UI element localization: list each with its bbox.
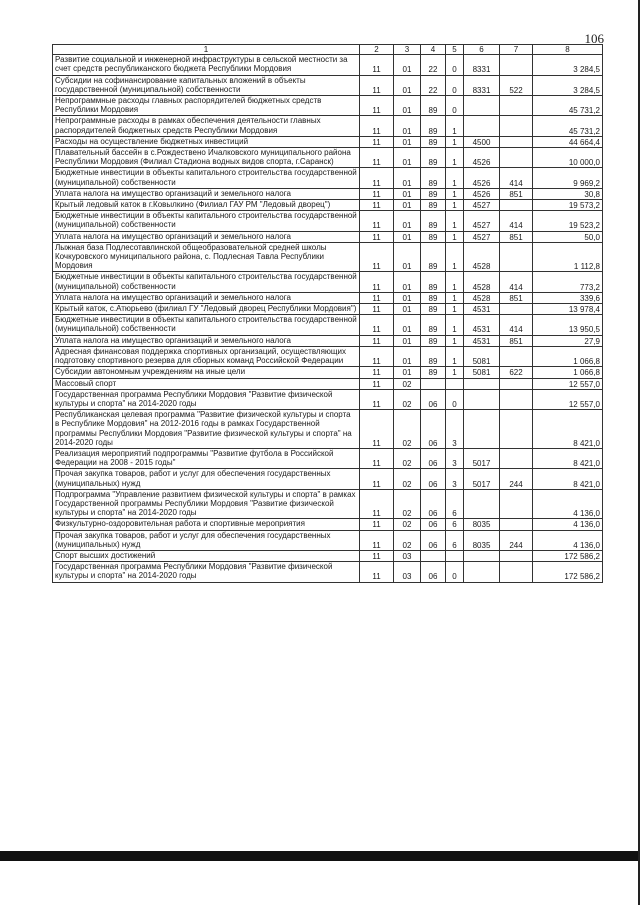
table-row bbox=[53, 410, 603, 449]
table-row bbox=[53, 469, 603, 489]
header-cell: 8 bbox=[533, 45, 603, 55]
section-code-cell: 11 bbox=[360, 242, 394, 272]
program-code-cell: 89 bbox=[421, 346, 446, 366]
program-code-cell: 06 bbox=[421, 448, 446, 468]
subsection-code-cell: 01 bbox=[394, 335, 421, 346]
row-name-cell: Непрограммные расходы главных распорядителей бюджетных средств Республики Мордовия bbox=[53, 96, 360, 116]
direction-code-cell: 5017 bbox=[464, 469, 500, 489]
table-row bbox=[53, 448, 603, 468]
program-code-cell: 89 bbox=[421, 367, 446, 378]
direction-code-cell: 8035 bbox=[464, 530, 500, 550]
row-name-cell: Государственная программа Республики Мордовия "Развитие физической культуры и спорта" на 2014-2020 годы bbox=[53, 389, 360, 409]
program-code-cell: 89 bbox=[421, 335, 446, 346]
expense-type-code-cell: 622 bbox=[500, 367, 533, 378]
direction-code-cell: 4531 bbox=[464, 315, 500, 335]
subprogram-code-cell: 1 bbox=[446, 304, 464, 315]
amount-cell: 50,0 bbox=[533, 231, 603, 242]
program-code-cell: 89 bbox=[421, 188, 446, 199]
table-row bbox=[53, 272, 603, 292]
program-code-cell bbox=[421, 378, 446, 389]
subsection-code-cell: 02 bbox=[394, 519, 421, 530]
amount-cell: 13 950,5 bbox=[533, 315, 603, 335]
direction-code-cell: 4528 bbox=[464, 292, 500, 303]
expense-type-code-cell bbox=[500, 116, 533, 136]
section-code-cell: 11 bbox=[360, 389, 394, 409]
program-code-cell: 89 bbox=[421, 304, 446, 315]
table-row bbox=[53, 55, 603, 75]
header-cell: 7 bbox=[500, 45, 533, 55]
direction-code-cell bbox=[464, 116, 500, 136]
table-row bbox=[53, 335, 603, 346]
row-name-cell: Уплата налога на имущество организаций и земельного налога bbox=[53, 335, 360, 346]
expense-type-code-cell: 244 bbox=[500, 469, 533, 489]
table-row bbox=[53, 530, 603, 550]
amount-cell: 8 421,0 bbox=[533, 469, 603, 489]
table-row bbox=[53, 367, 603, 378]
program-code-cell: 06 bbox=[421, 519, 446, 530]
section-code-cell: 11 bbox=[360, 562, 394, 582]
header-cell: 2 bbox=[360, 45, 394, 55]
row-name-cell: Республиканская целевая программа "Развитие физической культуры и спорта в Республике Мордовия" на 2012-2016 годы в рамках Государственной программы Республики Мордовия "Развитие физической культуры и спорта" на 2014-2020 годы bbox=[53, 410, 360, 449]
subsection-code-cell: 01 bbox=[394, 75, 421, 95]
expense-type-code-cell bbox=[500, 96, 533, 116]
table-row bbox=[53, 148, 603, 168]
table-row bbox=[53, 292, 603, 303]
table-row bbox=[53, 562, 603, 582]
section-code-cell: 11 bbox=[360, 168, 394, 188]
section-code-cell: 11 bbox=[360, 315, 394, 335]
table-row bbox=[53, 96, 603, 116]
subsection-code-cell: 01 bbox=[394, 96, 421, 116]
amount-cell: 1 112,8 bbox=[533, 242, 603, 272]
section-code-cell: 11 bbox=[360, 148, 394, 168]
section-code-cell: 11 bbox=[360, 292, 394, 303]
expense-type-code-cell: 244 bbox=[500, 530, 533, 550]
table-row bbox=[53, 304, 603, 315]
row-name-cell: Уплата налога на имущество организаций и земельного налога bbox=[53, 292, 360, 303]
subsection-code-cell: 02 bbox=[394, 469, 421, 489]
row-name-cell: Прочая закупка товаров, работ и услуг для обеспечения государственных (муниципальных) нужд bbox=[53, 469, 360, 489]
section-code-cell: 11 bbox=[360, 200, 394, 211]
direction-code-cell: 5017 bbox=[464, 448, 500, 468]
expense-type-code-cell bbox=[500, 346, 533, 366]
expense-type-code-cell: 522 bbox=[500, 75, 533, 95]
amount-cell: 27,9 bbox=[533, 335, 603, 346]
program-code-cell: 89 bbox=[421, 116, 446, 136]
expense-type-code-cell: 414 bbox=[500, 272, 533, 292]
row-name-cell: Бюджетные инвестиции в объекты капитального строительства государственной (муниципальной) собственности bbox=[53, 272, 360, 292]
table-body bbox=[53, 55, 603, 582]
expense-type-code-cell bbox=[500, 304, 533, 315]
row-name-cell: Адресная финансовая поддержка спортивных организаций, осуществляющих подготовку спортивного резерва для сборных команд Российской Федерации bbox=[53, 346, 360, 366]
program-code-cell: 89 bbox=[421, 231, 446, 242]
direction-code-cell: 8331 bbox=[464, 55, 500, 75]
subsection-code-cell: 01 bbox=[394, 242, 421, 272]
scan-bottom-border bbox=[0, 851, 640, 861]
row-name-cell: Бюджетные инвестиции в объекты капитального строительства государственной (муниципальной) собственности bbox=[53, 211, 360, 231]
section-code-cell: 11 bbox=[360, 367, 394, 378]
section-code-cell: 11 bbox=[360, 550, 394, 561]
direction-code-cell: 4528 bbox=[464, 242, 500, 272]
expense-type-code-cell bbox=[500, 489, 533, 519]
subprogram-code-cell: 1 bbox=[446, 242, 464, 272]
program-code-cell: 89 bbox=[421, 211, 446, 231]
program-code-cell: 06 bbox=[421, 562, 446, 582]
section-code-cell: 11 bbox=[360, 346, 394, 366]
subsection-code-cell: 01 bbox=[394, 346, 421, 366]
row-name-cell: Субсидии на софинансирование капитальных вложений в объекты государственной (муниципальной) собственности bbox=[53, 75, 360, 95]
amount-cell: 172 586,2 bbox=[533, 550, 603, 561]
section-code-cell: 11 bbox=[360, 116, 394, 136]
amount-cell: 13 978,4 bbox=[533, 304, 603, 315]
program-code-cell: 89 bbox=[421, 315, 446, 335]
row-name-cell: Уплата налога на имущество организаций и земельного налога bbox=[53, 188, 360, 199]
subprogram-code-cell: 1 bbox=[446, 211, 464, 231]
header-cell: 6 bbox=[464, 45, 500, 55]
row-name-cell: Государственная программа Республики Мордовия "Развитие физической культуры и спорта" на 2014-2020 годы bbox=[53, 562, 360, 582]
program-code-cell: 89 bbox=[421, 292, 446, 303]
section-code-cell: 11 bbox=[360, 304, 394, 315]
header-cell: 1 bbox=[53, 45, 360, 55]
expense-type-code-cell bbox=[500, 389, 533, 409]
expense-type-code-cell bbox=[500, 550, 533, 561]
subprogram-code-cell: 3 bbox=[446, 410, 464, 449]
row-name-cell: Лыжная база Подлесотавлинской общеобразовательной средней школы Кочкуровского муниципального района, с. Подлесная Тавла Республики Мордовия bbox=[53, 242, 360, 272]
row-name-cell: Непрограммные расходы в рамках обеспечения деятельности главных распорядителей бюджетных средств Республики Мордовия bbox=[53, 116, 360, 136]
section-code-cell: 11 bbox=[360, 211, 394, 231]
subsection-code-cell: 01 bbox=[394, 231, 421, 242]
row-name-cell: Уплата налога на имущество организаций и земельного налога bbox=[53, 231, 360, 242]
row-name-cell: Бюджетные инвестиции в объекты капитального строительства государственной (муниципальной) собственности bbox=[53, 168, 360, 188]
subprogram-code-cell: 6 bbox=[446, 530, 464, 550]
row-name-cell: Крытый ледовый каток в г.Ковылкино (Филиал ГАУ РМ "Ледовый дворец") bbox=[53, 200, 360, 211]
direction-code-cell bbox=[464, 378, 500, 389]
table-row bbox=[53, 116, 603, 136]
table-row bbox=[53, 550, 603, 561]
subsection-code-cell: 01 bbox=[394, 116, 421, 136]
direction-code-cell: 4527 bbox=[464, 231, 500, 242]
program-code-cell: 89 bbox=[421, 168, 446, 188]
direction-code-cell: 5081 bbox=[464, 346, 500, 366]
section-code-cell: 11 bbox=[360, 530, 394, 550]
program-code-cell: 06 bbox=[421, 410, 446, 449]
direction-code-cell bbox=[464, 410, 500, 449]
expense-type-code-cell: 414 bbox=[500, 168, 533, 188]
subsection-code-cell: 02 bbox=[394, 378, 421, 389]
direction-code-cell bbox=[464, 96, 500, 116]
table-row bbox=[53, 519, 603, 530]
subprogram-code-cell: 1 bbox=[446, 315, 464, 335]
section-code-cell: 11 bbox=[360, 489, 394, 519]
table-row bbox=[53, 489, 603, 519]
direction-code-cell: 4526 bbox=[464, 168, 500, 188]
program-code-cell: 06 bbox=[421, 389, 446, 409]
amount-cell: 4 136,0 bbox=[533, 530, 603, 550]
direction-code-cell: 5081 bbox=[464, 367, 500, 378]
subprogram-code-cell: 3 bbox=[446, 448, 464, 468]
table-row bbox=[53, 75, 603, 95]
direction-code-cell: 4527 bbox=[464, 200, 500, 211]
row-name-cell: Спорт высших достижений bbox=[53, 550, 360, 561]
direction-code-cell bbox=[464, 550, 500, 561]
subsection-code-cell: 01 bbox=[394, 292, 421, 303]
expense-type-code-cell: 414 bbox=[500, 211, 533, 231]
table-row bbox=[53, 168, 603, 188]
subprogram-code-cell: 0 bbox=[446, 75, 464, 95]
expense-type-code-cell bbox=[500, 148, 533, 168]
subprogram-code-cell: 1 bbox=[446, 292, 464, 303]
subprogram-code-cell: 1 bbox=[446, 200, 464, 211]
amount-cell: 3 284,5 bbox=[533, 75, 603, 95]
subsection-code-cell: 03 bbox=[394, 562, 421, 582]
direction-code-cell: 4526 bbox=[464, 188, 500, 199]
subsection-code-cell: 01 bbox=[394, 188, 421, 199]
row-name-cell: Расходы на осуществление бюджетных инвестиций bbox=[53, 136, 360, 147]
expense-type-code-cell bbox=[500, 410, 533, 449]
expense-type-code-cell bbox=[500, 519, 533, 530]
table-row bbox=[53, 231, 603, 242]
amount-cell: 10 000,0 bbox=[533, 148, 603, 168]
program-code-cell bbox=[421, 550, 446, 561]
amount-cell: 4 136,0 bbox=[533, 489, 603, 519]
subprogram-code-cell: 1 bbox=[446, 272, 464, 292]
table-row bbox=[53, 315, 603, 335]
section-code-cell: 11 bbox=[360, 96, 394, 116]
amount-cell: 45 731,2 bbox=[533, 116, 603, 136]
subsection-code-cell: 01 bbox=[394, 367, 421, 378]
section-code-cell: 11 bbox=[360, 410, 394, 449]
subsection-code-cell: 02 bbox=[394, 530, 421, 550]
subsection-code-cell: 01 bbox=[394, 200, 421, 211]
subsection-code-cell: 02 bbox=[394, 389, 421, 409]
section-code-cell: 11 bbox=[360, 519, 394, 530]
subprogram-code-cell: 1 bbox=[446, 116, 464, 136]
direction-code-cell: 4528 bbox=[464, 272, 500, 292]
row-name-cell: Физкультурно-оздоровительная работа и спортивные мероприятия bbox=[53, 519, 360, 530]
amount-cell: 44 664,4 bbox=[533, 136, 603, 147]
expense-type-code-cell bbox=[500, 562, 533, 582]
subprogram-code-cell: 0 bbox=[446, 55, 464, 75]
header-cell: 5 bbox=[446, 45, 464, 55]
program-code-cell: 89 bbox=[421, 272, 446, 292]
page-number: 106 bbox=[584, 31, 604, 46]
amount-cell: 1 066,8 bbox=[533, 346, 603, 366]
subsection-code-cell: 01 bbox=[394, 55, 421, 75]
direction-code-cell: 4531 bbox=[464, 304, 500, 315]
direction-code-cell: 8331 bbox=[464, 75, 500, 95]
row-name-cell: Реализация мероприятий подпрограммы "Развитие футбола в Российской Федерации на 2008 - 2015 годы" bbox=[53, 448, 360, 468]
expense-type-code-cell: 851 bbox=[500, 231, 533, 242]
expense-type-code-cell bbox=[500, 378, 533, 389]
table-row bbox=[53, 188, 603, 199]
subprogram-code-cell bbox=[446, 378, 464, 389]
subprogram-code-cell: 1 bbox=[446, 188, 464, 199]
section-code-cell: 11 bbox=[360, 75, 394, 95]
expense-type-code-cell bbox=[500, 136, 533, 147]
subprogram-code-cell: 1 bbox=[446, 367, 464, 378]
subsection-code-cell: 01 bbox=[394, 272, 421, 292]
subsection-code-cell: 02 bbox=[394, 448, 421, 468]
expense-type-code-cell bbox=[500, 448, 533, 468]
amount-cell: 12 557,0 bbox=[533, 378, 603, 389]
table-row bbox=[53, 389, 603, 409]
expense-type-code-cell bbox=[500, 200, 533, 211]
section-code-cell: 11 bbox=[360, 55, 394, 75]
section-code-cell: 11 bbox=[360, 136, 394, 147]
amount-cell: 9 969,2 bbox=[533, 168, 603, 188]
direction-code-cell: 4526 bbox=[464, 148, 500, 168]
subprogram-code-cell: 1 bbox=[446, 148, 464, 168]
row-name-cell: Подпрограмма "Управление развитием физической культуры и спорта" в рамках Государственной программы Республики Мордовия "Развитие физической культуры и спорта" на 2014-2020 годы bbox=[53, 489, 360, 519]
direction-code-cell bbox=[464, 489, 500, 519]
table-row bbox=[53, 200, 603, 211]
section-code-cell: 11 bbox=[360, 469, 394, 489]
row-name-cell: Развитие социальной и инженерной инфраструктуры в сельской местности за счет средств республиканского бюджета Республики Мордовия bbox=[53, 55, 360, 75]
row-name-cell: Массовый спорт bbox=[53, 378, 360, 389]
direction-code-cell bbox=[464, 389, 500, 409]
expense-type-code-cell bbox=[500, 242, 533, 272]
direction-code-cell: 4500 bbox=[464, 136, 500, 147]
amount-cell: 172 586,2 bbox=[533, 562, 603, 582]
subsection-code-cell: 01 bbox=[394, 148, 421, 168]
table-row bbox=[53, 242, 603, 272]
program-code-cell: 06 bbox=[421, 469, 446, 489]
program-code-cell: 22 bbox=[421, 75, 446, 95]
program-code-cell: 89 bbox=[421, 200, 446, 211]
subprogram-code-cell: 1 bbox=[446, 168, 464, 188]
amount-cell: 30,8 bbox=[533, 188, 603, 199]
direction-code-cell bbox=[464, 562, 500, 582]
section-code-cell: 11 bbox=[360, 335, 394, 346]
section-code-cell: 11 bbox=[360, 188, 394, 199]
program-code-cell: 06 bbox=[421, 530, 446, 550]
subsection-code-cell: 01 bbox=[394, 136, 421, 147]
subsection-code-cell: 02 bbox=[394, 410, 421, 449]
subprogram-code-cell bbox=[446, 550, 464, 561]
expense-type-code-cell: 851 bbox=[500, 292, 533, 303]
subprogram-code-cell: 1 bbox=[446, 335, 464, 346]
amount-cell: 3 284,5 bbox=[533, 55, 603, 75]
subprogram-code-cell: 1 bbox=[446, 231, 464, 242]
subsection-code-cell: 01 bbox=[394, 304, 421, 315]
table-row bbox=[53, 211, 603, 231]
direction-code-cell: 4531 bbox=[464, 335, 500, 346]
direction-code-cell: 8035 bbox=[464, 519, 500, 530]
header-cell: 4 bbox=[421, 45, 446, 55]
program-code-cell: 06 bbox=[421, 489, 446, 519]
program-code-cell: 22 bbox=[421, 55, 446, 75]
expense-type-code-cell: 851 bbox=[500, 335, 533, 346]
expense-type-code-cell: 414 bbox=[500, 315, 533, 335]
subsection-code-cell: 02 bbox=[394, 489, 421, 519]
section-code-cell: 11 bbox=[360, 231, 394, 242]
subprogram-code-cell: 0 bbox=[446, 389, 464, 409]
row-name-cell: Плавательный бассейн в с.Рождествено Ичалковского муниципального района Республики Мордовия (Филиал Стадиона водных видов спорта, г.Саранск) bbox=[53, 148, 360, 168]
row-name-cell: Крытый каток, с.Атюрьево (филиал ГУ "Ледовый дворец Республики Мордовия") bbox=[53, 304, 360, 315]
table-row bbox=[53, 346, 603, 366]
row-name-cell: Субсидии автономным учреждениям на иные цели bbox=[53, 367, 360, 378]
amount-cell: 4 136,0 bbox=[533, 519, 603, 530]
program-code-cell: 89 bbox=[421, 96, 446, 116]
direction-code-cell: 4527 bbox=[464, 211, 500, 231]
amount-cell: 45 731,2 bbox=[533, 96, 603, 116]
amount-cell: 773,2 bbox=[533, 272, 603, 292]
expense-type-code-cell: 851 bbox=[500, 188, 533, 199]
subprogram-code-cell: 6 bbox=[446, 519, 464, 530]
amount-cell: 339,6 bbox=[533, 292, 603, 303]
subprogram-code-cell: 1 bbox=[446, 346, 464, 366]
subprogram-code-cell: 3 bbox=[446, 469, 464, 489]
section-code-cell: 11 bbox=[360, 378, 394, 389]
program-code-cell: 89 bbox=[421, 148, 446, 168]
program-code-cell: 89 bbox=[421, 242, 446, 272]
amount-cell: 19 573,2 bbox=[533, 200, 603, 211]
section-code-cell: 11 bbox=[360, 448, 394, 468]
subprogram-code-cell: 0 bbox=[446, 562, 464, 582]
amount-cell: 8 421,0 bbox=[533, 448, 603, 468]
amount-cell: 8 421,0 bbox=[533, 410, 603, 449]
subsection-code-cell: 03 bbox=[394, 550, 421, 561]
program-code-cell: 89 bbox=[421, 136, 446, 147]
subsection-code-cell: 01 bbox=[394, 211, 421, 231]
expense-type-code-cell bbox=[500, 55, 533, 75]
budget-table bbox=[52, 44, 603, 583]
subprogram-code-cell: 6 bbox=[446, 489, 464, 519]
section-code-cell: 11 bbox=[360, 272, 394, 292]
amount-cell: 12 557,0 bbox=[533, 389, 603, 409]
header-cell: 3 bbox=[394, 45, 421, 55]
table-header-row bbox=[53, 45, 603, 55]
amount-cell: 19 523,2 bbox=[533, 211, 603, 231]
row-name-cell: Прочая закупка товаров, работ и услуг для обеспечения государственных (муниципальных) нужд bbox=[53, 530, 360, 550]
subprogram-code-cell: 0 bbox=[446, 96, 464, 116]
subsection-code-cell: 01 bbox=[394, 315, 421, 335]
table-row bbox=[53, 136, 603, 147]
row-name-cell: Бюджетные инвестиции в объекты капитального строительства государственной (муниципальной) собственности bbox=[53, 315, 360, 335]
subsection-code-cell: 01 bbox=[394, 168, 421, 188]
amount-cell: 1 066,8 bbox=[533, 367, 603, 378]
subprogram-code-cell: 1 bbox=[446, 136, 464, 147]
table-row bbox=[53, 378, 603, 389]
